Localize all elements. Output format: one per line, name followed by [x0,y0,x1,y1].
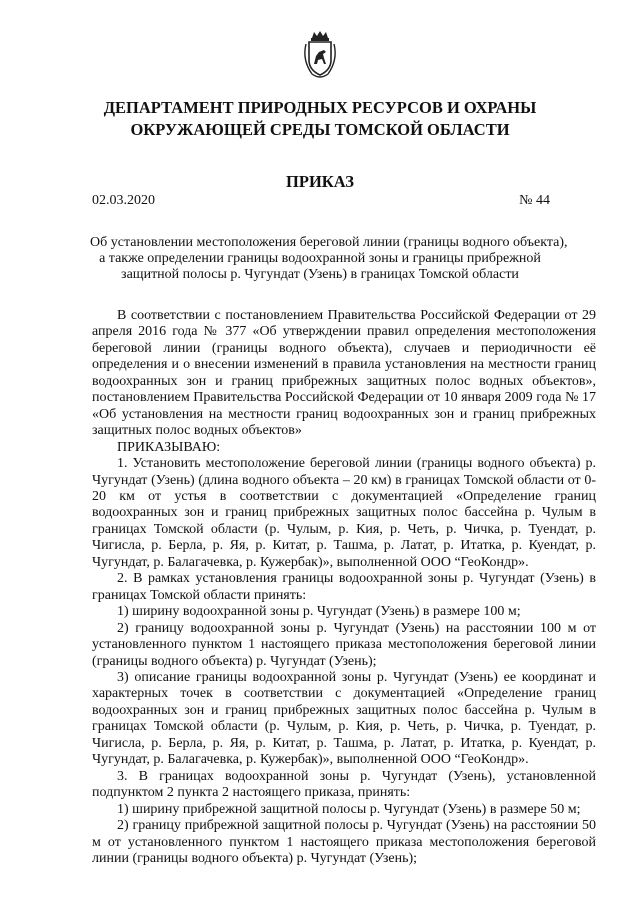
document-date: 02.03.2020 [92,193,155,208]
subject-line-1: Об установлении местоположения береговой линии (границы водного объекта), [90,235,568,250]
item-2-1-paragraph: 1) ширину водоохранной зоны р. Чугундат (Узень) в размере 100 м; [117,604,521,620]
document-body [92,308,596,867]
department-line-2: ОКРУЖАЮЩЕЙ СРЕДЫ ТОМСКОЙ ОБЛАСТИ [130,120,510,139]
item-2-paragraph: 2. В рамках установления границы водоохранной зоны р. Чугундат (Узень) в границах Томской области принять: [92,571,596,603]
document-number: № 44 [519,193,550,208]
subject-line-3: защитной полосы р. Чугундат (Узень) в границах Томской области [121,267,519,282]
document-type: ПРИКАЗ [286,172,354,191]
item-2-2-paragraph: 2) границу водоохранной зоны р. Чугундат (Узень) на расстоянии 100 м от установленного пунктом 1 настоящего приказа местоположения береговой линии (границы водного объекта) р. Чугундат (Узень); [92,620,596,669]
department-name [90,97,550,141]
coat-of-arms-icon [300,30,340,82]
item-3-paragraph: 3. В границах водоохранной зоны р. Чугундат (Узень), установленной подпунктом 2 пункта 2 настоящего приказа, принять: [92,768,596,801]
preamble-paragraph: В соответствии с постановлением Правительства Российской Федерации от 29 апреля 2016 года № 377 «Об утверждении правил определения местоположения береговой линии (границы водного объекта), случаев и периодичности её определения и о внесении изменений в правила установления на местности границ водоохранных зон и границ прибрежных защитных полос водных объектов», постановлением Правительства Российской Федерации от 10 января 2009 года № 17 «Об установления на местности границ водоохранных зон и границ прибрежных защитных полос водных объектов» [92,308,596,439]
item-3-1-paragraph: 1) ширину прибрежной защитной полосы р. Чугундат (Узень) в размере 50 м; [117,801,581,817]
item-1-paragraph: 1. Установить местоположение береговой линии (границы водного объекта) р. Чугундат (Узень) (длина водного объекта – 20 км) в границах Томской области от 0-20 км от устья в соответствии с документацией «Определение границ водоохранных зон и границ прибрежных защитных полос бассейна р. Чулым в границах Томской области (р. Чулым, р. Кия, р. Четь, р. Чичка, р. Туендат, р. Чигисла, р. Берла, р. Яя, р. Китат, р. Ташма, р. Латат, р. Итатка, р. Куендат, р. Чугундат, р. Балагачевка, р. Кужербак)», выполненной ООО “ГеоКондр». [92,456,596,570]
order-word: ПРИКАЗЫВАЮ: [117,439,221,455]
document-subject [90,235,568,283]
item-2-3-paragraph: 3) описание границы водоохранной зоны р. Чугундат (Узень) ее координат и характерных точек в соответствии с документацией «Определение границ водоохранных зон и границ прибрежных защитных полос бассейна р. Чулым в границах Томской области (р. Чулым, р. Кия, р. Четь, р. Чичка, р. Туендат, р. Чигисла, р. Берла, р. Яя, р. Китат, р. Ташма, р. Латат, р. Итатка, р. Куендат, р. Чугундат, р. Балагачевка, р. Кужербак)», выполненной ООО “ГеоКондр». [92,669,596,768]
subject-line-2: а также определении границы водоохранной зоны и границы прибрежной [99,251,541,266]
department-line-1: ДЕПАРТАМЕНТ ПРИРОДНЫХ РЕСУРСОВ И ОХРАНЫ [103,98,537,117]
item-3-2-paragraph: 2) границу прибрежной защитной полосы р. Чугундат (Узень) на расстоянии 50 м от установленного пунктом 1 настоящего приказа местоположения береговой линии (границы водного объекта) р. Чугундат (Узень); [92,818,596,866]
